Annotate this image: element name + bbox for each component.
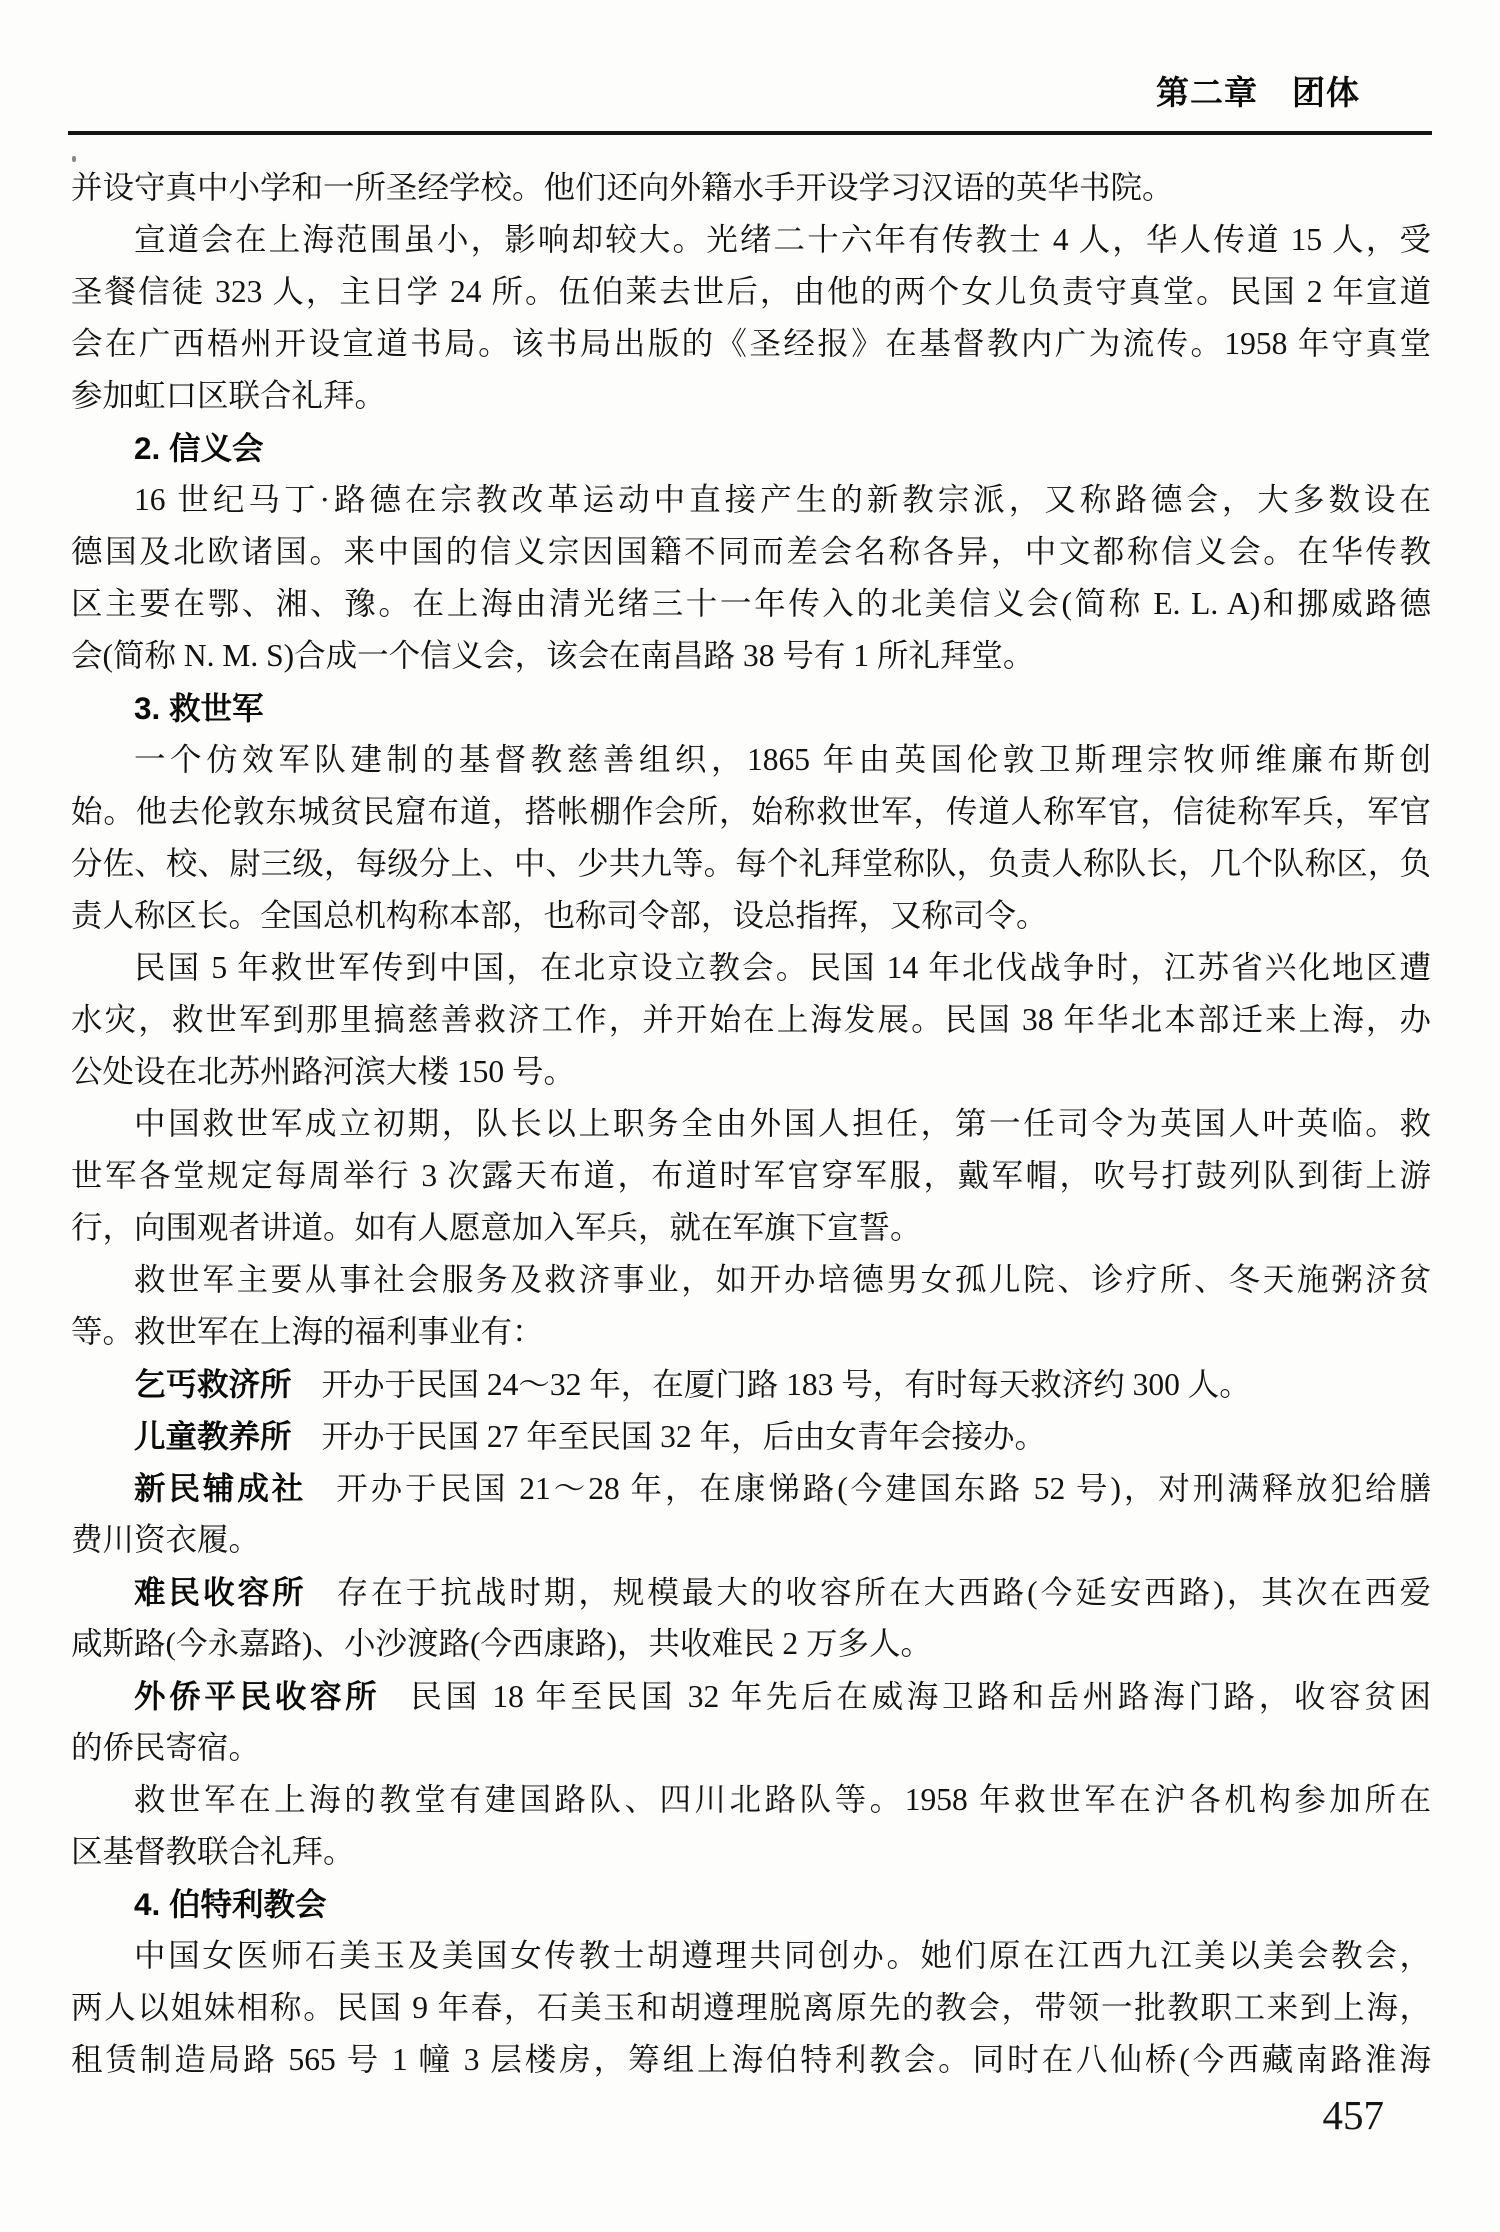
- text-content: [71, 162, 1431, 2086]
- text-line: [71, 578, 1431, 630]
- text-line: [71, 474, 1431, 526]
- line-text: 开办于民国 24～32 年，在厦门路 183 号，有时每天救济约 300 人。: [321, 1367, 1251, 1402]
- text-line: [71, 214, 1431, 266]
- line-text: 一个仿效军队建制的基督教慈善组织，1865 年由英国伦敦卫斯理宗牧师维廉布斯创: [134, 742, 1431, 777]
- text-line: [71, 1150, 1431, 1202]
- line-text: 会在广西梧州开设宣道书局。该书局出版的《圣经报》在基督教内广为流传。1958 年守真堂: [71, 326, 1431, 361]
- line-text: 始。他去伦敦东城贫民窟布道，搭帐棚作会所，始称救世军，传道人称军官，信徒称军兵，军官: [71, 794, 1431, 829]
- line-text: 两人以姐妹相称。民国 9 年春，石美玉和胡遵理脱离原先的教会，带领一批教职工来到上海，: [71, 1990, 1431, 2025]
- text-line: [71, 266, 1431, 318]
- line-text: 区主要在鄂、湘、豫。在上海由清光绪三十一年传入的北美信义会(简称 E. L. A)和挪威路德: [71, 586, 1431, 621]
- line-text: 救世军主要从事社会服务及救济事业，如开办培德男女孤儿院、诊疗所、冬天施粥济贫: [134, 1262, 1431, 1297]
- text-line: [71, 1254, 1431, 1306]
- text-line: [71, 1566, 1431, 1618]
- line-text: 公处设在北苏州路河滨大楼 150 号。: [71, 1054, 576, 1089]
- text-line: [71, 2034, 1431, 2086]
- text-line: [71, 1462, 1431, 1514]
- header-rule: [68, 131, 1432, 135]
- text-line: [71, 734, 1431, 786]
- line-text: 区基督教联合礼拜。: [71, 1834, 355, 1869]
- text-line: [71, 318, 1431, 370]
- line-text: 开办于民国 27 年至民国 32 年，后由女青年会接办。: [321, 1419, 1047, 1454]
- text-line: [71, 1306, 1431, 1358]
- section-heading-label: 2. 信义会: [134, 430, 264, 466]
- text-line: [71, 786, 1431, 838]
- text-line: [71, 1826, 1431, 1878]
- line-text: 世军各堂规定每周举行 3 次露天布道，布道时军官穿军服，戴军帽，吹号打鼓列队到街上游: [71, 1158, 1431, 1193]
- line-text: 咸斯路(今永嘉路)、小沙渡路(今西康路)，共收难民 2 万多人。: [71, 1626, 932, 1661]
- line-text: 民国 18 年至民国 32 年先后在威海卫路和岳州路海门路，收容贫困: [410, 1679, 1431, 1714]
- line-text: 德国及北欧诸国。来中国的信义宗因国籍不同而差会名称各异，中文都称信义会。在华传教: [71, 534, 1431, 569]
- line-text: 行，向围观者讲道。如有人愿意加入军兵，就在军旗下宣誓。: [71, 1210, 922, 1245]
- text-line: [71, 162, 1431, 214]
- section-heading: [71, 1878, 1431, 1930]
- bold-term-label: 儿童教养所: [134, 1418, 292, 1454]
- line-text: 并设守真中小学和一所圣经学校。他们还向外籍水手开设学习汉语的英华书院。: [71, 170, 1174, 205]
- line-text: 参加虹口区联合礼拜。: [71, 378, 387, 413]
- line-text: 分佐、校、尉三级，每级分上、中、少共九等。每个礼拜堂称队，负责人称队长，几个队称区，负: [71, 846, 1431, 881]
- line-text: 开办于民国 21～28 年，在康悌路(今建国东路 52 号)，对刑满释放犯给膳: [336, 1471, 1431, 1506]
- line-text: 圣餐信徒 323 人，主日学 24 所。伍伯莱去世后，由他的两个女儿负责守真堂。民国 2 年宣道: [71, 274, 1431, 309]
- line-text: 水灾，救世军到那里搞慈善救济工作，并开始在上海发展。民国 38 年华北本部迁来上海，办: [71, 1002, 1431, 1037]
- text-line: [71, 1618, 1431, 1670]
- section-heading-label: 3. 救世军: [134, 690, 264, 726]
- text-line: [71, 1514, 1431, 1566]
- text-line: [71, 370, 1431, 422]
- text-line: [71, 890, 1431, 942]
- line-text: 会(简称 N. M. S)合成一个信义会，该会在南昌路 38 号有 1 所礼拜堂。: [71, 638, 1035, 673]
- bold-term-label: 难民收容所: [134, 1574, 307, 1610]
- text-line: [71, 1358, 1431, 1410]
- section-heading-label: 4. 伯特利教会: [134, 1886, 327, 1922]
- text-line: [71, 1202, 1431, 1254]
- bold-term-label: 新民辅成社: [134, 1470, 307, 1506]
- text-line: [71, 838, 1431, 890]
- line-text: 中国救世军成立初期，队长以上职务全由外国人担任，第一任司令为英国人叶英临。救: [134, 1106, 1431, 1141]
- text-line: [71, 1410, 1431, 1462]
- text-line: [71, 526, 1431, 578]
- line-text: 的侨民寄宿。: [71, 1730, 261, 1765]
- bold-term-label: 外侨平民收容所: [134, 1678, 381, 1714]
- text-line: [71, 994, 1431, 1046]
- line-text: 责人称区长。全国总机构称本部，也称司令部，设总指挥，又称司令。: [71, 898, 1048, 933]
- line-text: 租赁制造局路 565 号 1 幢 3 层楼房，筹组上海伯特利教会。同时在八仙桥(今西藏南路淮海: [71, 2042, 1431, 2077]
- line-text: 存在于抗战时期，规模最大的收容所在大西路(今延安西路)，其次在西爱: [336, 1575, 1431, 1610]
- line-text: 宣道会在上海范围虽小，影响却较大。光绪二十六年有传教士 4 人，华人传道 15 人，受: [134, 222, 1431, 257]
- text-line: [71, 1098, 1431, 1150]
- text-line: [71, 1774, 1431, 1826]
- line-text: 费川资衣履。: [71, 1522, 261, 1557]
- page-number: 457: [1322, 2092, 1384, 2138]
- text-line: [71, 1670, 1431, 1722]
- line-text: 等。救世军在上海的福利事业有：: [71, 1314, 544, 1349]
- text-line: [71, 1046, 1431, 1098]
- line-text: 16 世纪马丁·路德在宗教改革运动中直接产生的新教宗派，又称路德会，大多数设在: [134, 482, 1431, 517]
- line-text: 中国女医师石美玉及美国女传教士胡遵理共同创办。她们原在江西九江美以美会教会，: [134, 1938, 1431, 1973]
- text-line: [71, 942, 1431, 994]
- line-text: 救世军在上海的教堂有建国路队、四川北路队等。1958 年救世军在沪各机构参加所在: [134, 1782, 1431, 1817]
- line-text: 民国 5 年救世军传到中国，在北京设立教会。民国 14 年北伐战争时，江苏省兴化地区遭: [134, 950, 1431, 985]
- text-line: [71, 1930, 1431, 1982]
- text-line: [71, 1982, 1431, 2034]
- text-line: [71, 630, 1431, 682]
- chapter-header: 第二章 团体: [1156, 74, 1360, 111]
- section-heading: [71, 682, 1431, 734]
- text-line: [71, 1722, 1431, 1774]
- bold-term-label: 乞丐救济所: [134, 1366, 292, 1402]
- section-heading: [71, 422, 1431, 474]
